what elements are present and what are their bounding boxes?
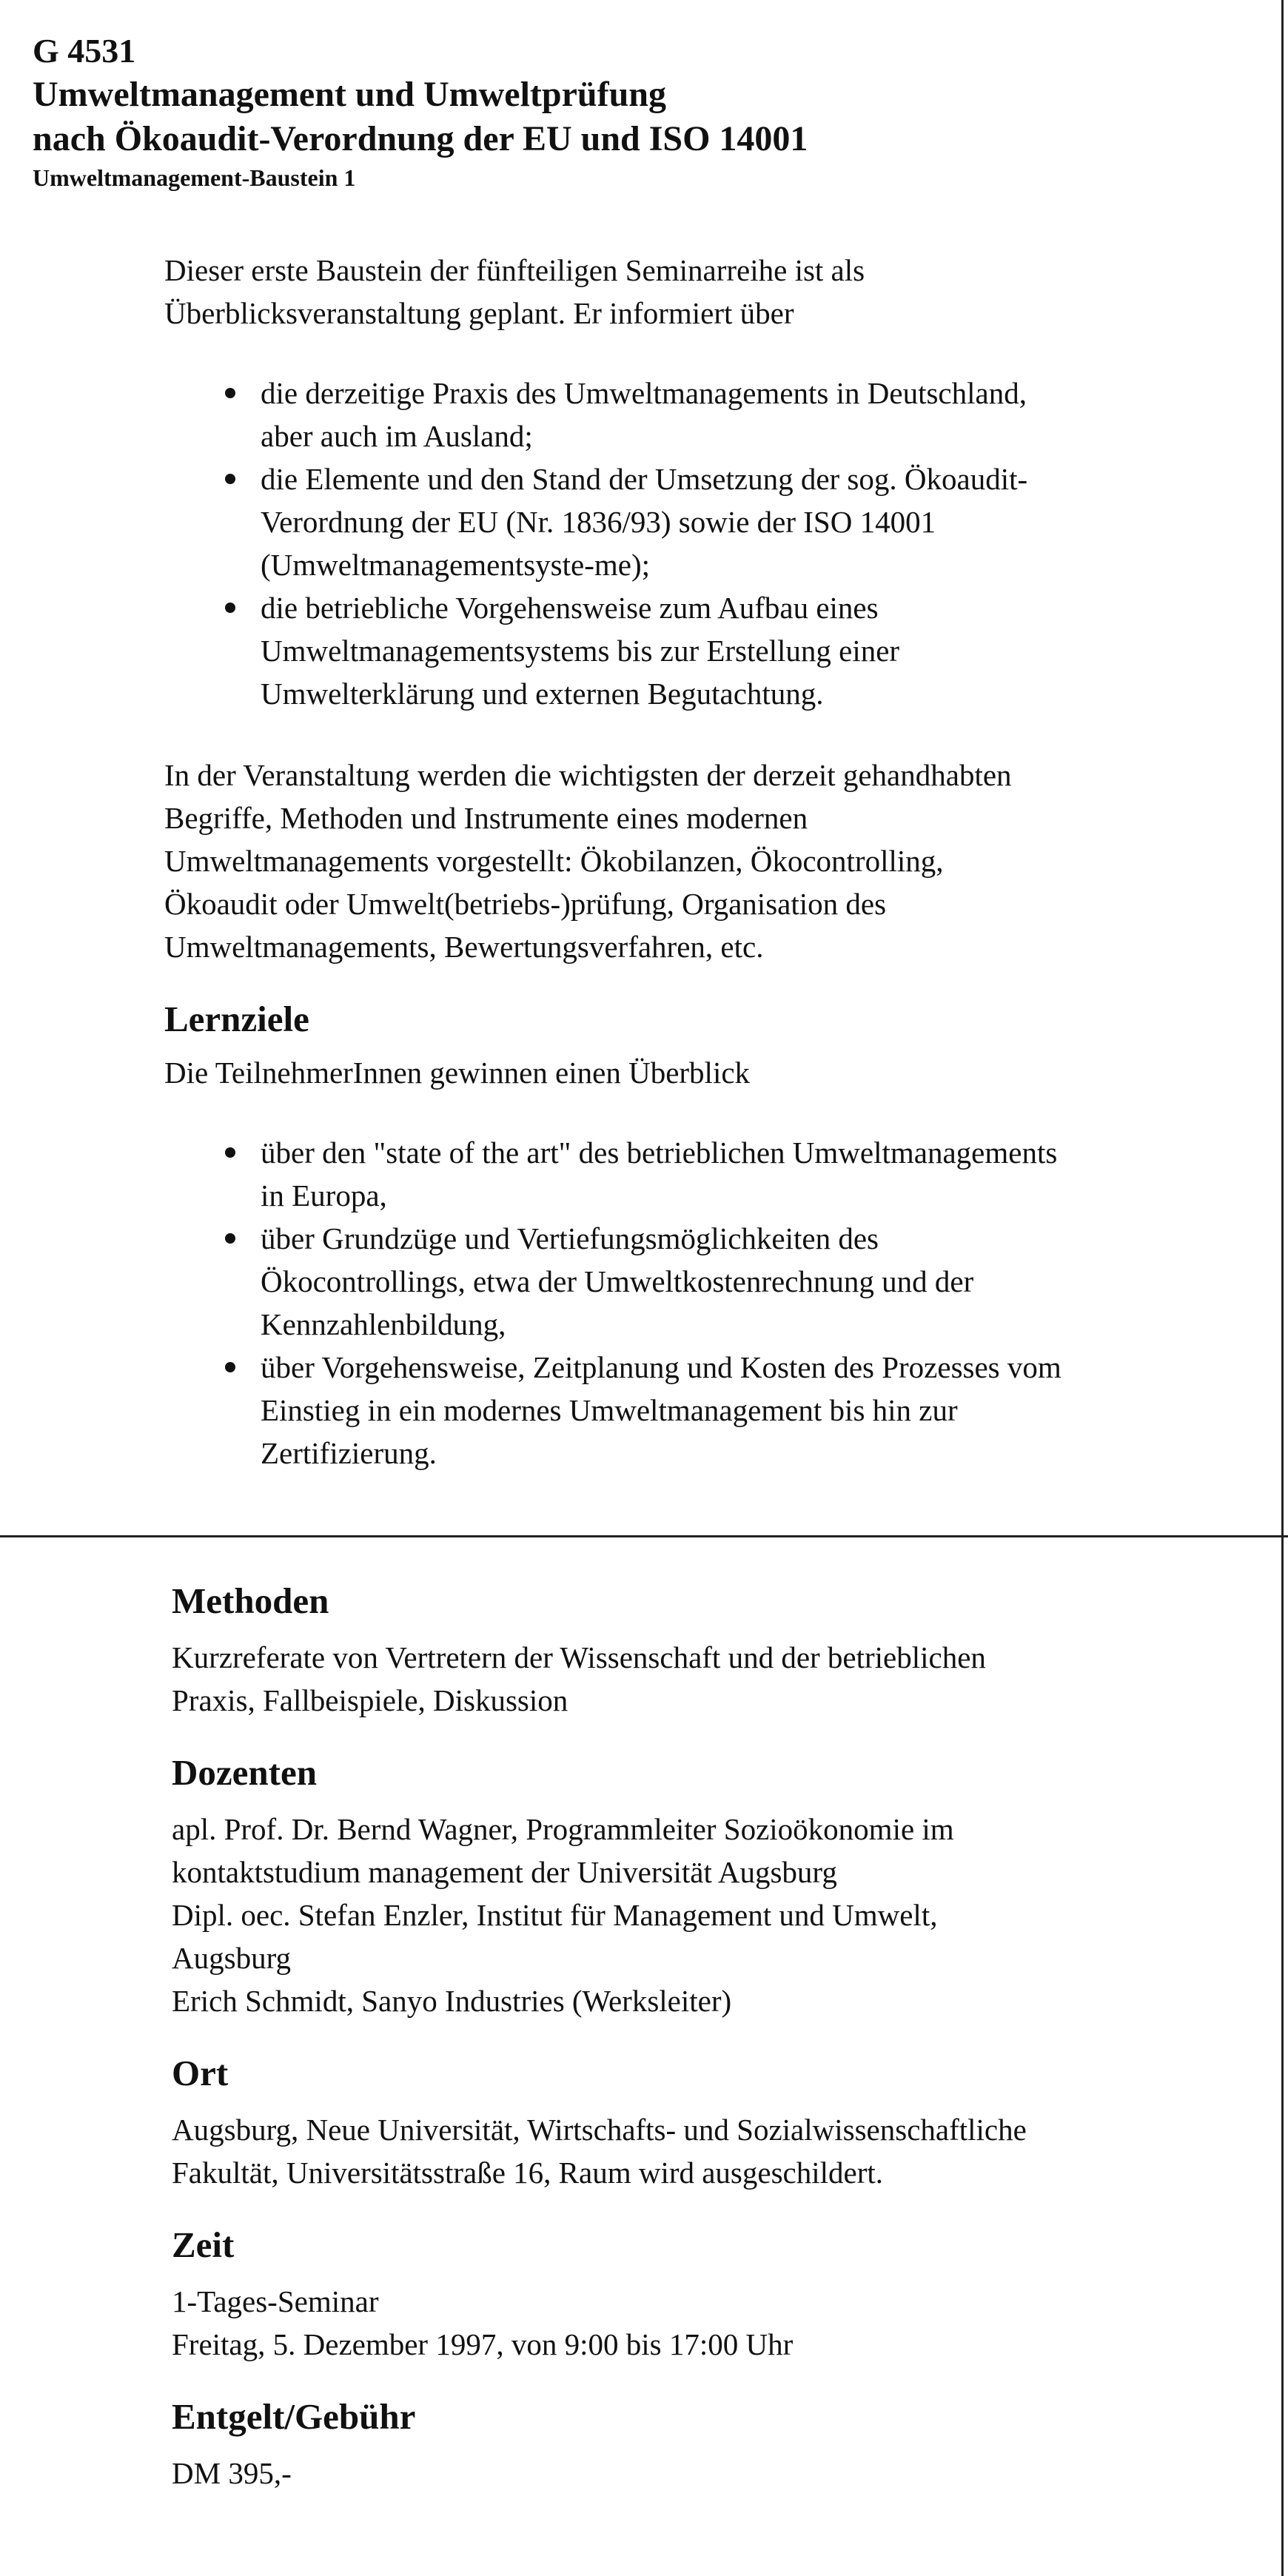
entgelt-heading: Entgelt/Gebühr [172,2396,416,2437]
right-border-rule [1281,0,1284,2576]
text-line: Kurzreferate von Vertretern der Wissenschaft und der betrieblichen [172,1640,986,1674]
dozenten-text [172,1808,1260,2022]
bullet-icon [225,1233,235,1244]
text-line: die Elemente und den Stand der Umsetzung der sog. Ökoaudit- [261,462,1028,496]
text-line: über den "state of the art" des betrieblichen Umweltmanagements [261,1136,1058,1170]
bullet-icon [225,474,235,484]
bullet-icon [225,1147,235,1158]
ort-heading: Ort [172,2053,229,2093]
intro-bullet-list [164,372,1260,715]
lernziele-intro: Die TeilnehmerInnen gewinnen einen Überblick [164,1056,751,1090]
course-subtitle: Umweltmanagement-Baustein 1 [33,164,356,191]
lernziele-bullet-list [164,1131,1260,1475]
text-line: Augsburg [172,1941,291,1975]
text-line: aber auch im Ausland; [261,419,533,453]
text-line: Ökoaudit oder Umwelt(betriebs-)prüfung, Organisation des [164,887,887,921]
bullet-icon [225,388,235,398]
course-title-line-1: Umweltmanagement und Umweltprüfung [33,75,666,114]
dozenten-heading: Dozenten [172,1752,317,1793]
intro-paragraph [164,249,1260,335]
text-line: Verordnung der EU (Nr. 1836/93) sowie der ISO 14001 [261,505,936,539]
section-divider [0,1535,1288,1537]
list-item [164,586,1260,715]
text-line: Umweltmanagements, Bewertungsverfahren, etc. [164,930,764,964]
lower-section [172,1577,1260,2495]
text-line: über Vorgehensweise, Zeitplanung und Kosten des Prozesses vom [261,1350,1061,1384]
text-line: Begriffe, Methoden und Instrumente eines modernen [164,801,808,835]
text-line: Zertifizierung. [261,1436,437,1470]
text-line: in Europa, [261,1178,387,1212]
list-item [164,372,1260,457]
text-line: In der Veranstaltung werden die wichtigsten der derzeit gehandhabten [164,758,1012,792]
text-line: Umweltmanagements vorgestellt: Ökobilanzen, Ökocontrolling, [164,844,944,878]
text-line: Einstieg in ein modernes Umweltmanagement bis hin zur [261,1393,958,1427]
text-line: (Umweltmanagementsyste-me); [261,548,650,582]
zeit-text [172,2280,1260,2366]
text-line: Fakultät, Universitätsstraße 16, Raum wird ausgeschildert. [172,2156,884,2190]
document-header [33,30,1247,194]
text-line: über Grundzüge und Vertiefungsmöglichkeiten des [261,1221,879,1255]
lernziele-heading: Lernziele [164,999,309,1039]
bullet-icon [225,603,235,613]
course-code: G 4531 [33,32,136,70]
text-line: die derzeitige Praxis des Umweltmanagements in Deutschland, [261,376,1027,410]
list-item [164,457,1260,586]
text-line: 1-Tages-Seminar [172,2284,379,2318]
overview-paragraph [164,754,1260,968]
methoden-text [172,1636,1260,1722]
text-line: Umweltmanagementsystems bis zur Erstellung einer [261,634,900,668]
entgelt-value: DM 395,- [172,2456,292,2490]
text-line: Praxis, Fallbeispiele, Diskussion [172,1683,568,1717]
zeit-heading: Zeit [172,2224,235,2265]
list-item [164,1346,1260,1475]
text-line: Ökocontrollings, etwa der Umweltkostenrechnung und der [261,1264,974,1298]
methoden-heading: Methoden [172,1580,329,1621]
text-line: Erich Schmidt, Sanyo Industries (Werksleiter) [172,1984,732,2018]
text-line: die betriebliche Vorgehensweise zum Aufbau eines [261,591,879,625]
text-line: kontaktstudium management der Universität Augsburg [172,1855,837,1889]
text-line: apl. Prof. Dr. Bernd Wagner, Programmleiter Sozioökonomie im [172,1812,954,1846]
list-item [164,1217,1260,1346]
text-line: Überblicksveranstaltung geplant. Er informiert über [164,296,794,330]
list-item [164,1131,1260,1217]
ort-text [172,2108,1260,2194]
text-line: Umwelterklärung und externen Begutachtung. [261,677,824,711]
bullet-icon [225,1362,235,1372]
text-line: Augsburg, Neue Universität, Wirtschafts- und Sozialwissenschaftliche [172,2113,1027,2147]
text-line: Dieser erste Baustein der fünfteiligen Seminarreihe ist als [164,253,865,287]
text-line: Freitag, 5. Dezember 1997, von 9:00 bis 17:00 Uhr [172,2327,794,2361]
course-title-line-2: nach Ökoaudit-Verordnung der EU und ISO 14001 [33,119,808,158]
text-line: Kennzahlenbildung, [261,1307,506,1341]
text-line: Dipl. oec. Stefan Enzler, Institut für Management und Umwelt, [172,1898,938,1932]
upper-section [164,249,1260,1475]
